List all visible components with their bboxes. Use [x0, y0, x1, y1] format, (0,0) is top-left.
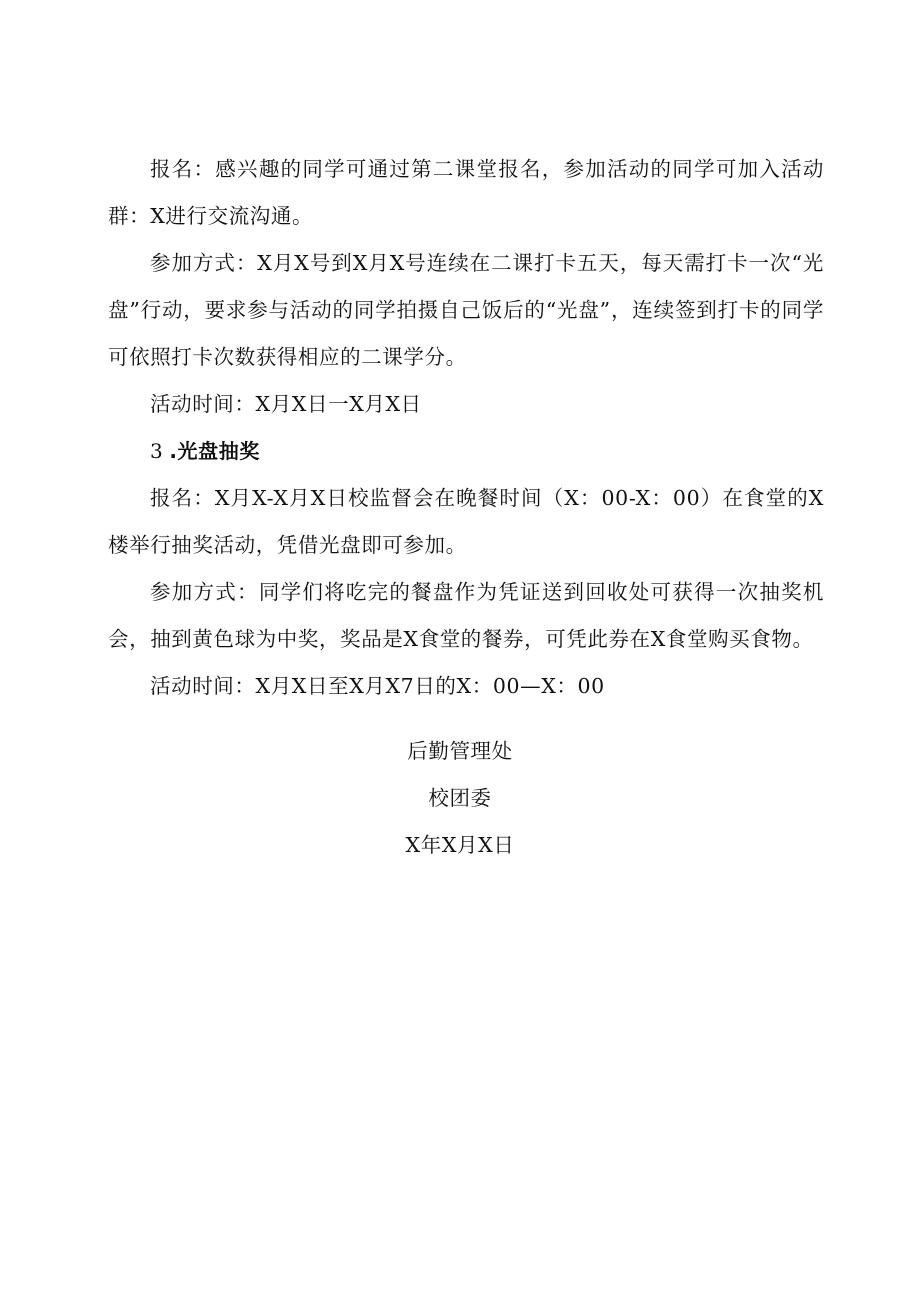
participation-paragraph-1: 参加方式：X月X号到X月X号连续在二课打卡五天，每天需打卡一次“光盘”行动，要求参与活动的同学拍摄自己饭后的“光盘”，连续签到打卡的同学可依照打卡次数获得相应的二课学分。 [108, 251, 824, 369]
signature-date: X年X月X日 [405, 833, 515, 857]
section-heading-lottery [108, 428, 824, 475]
signature-committee: 校团委 [428, 786, 492, 810]
activity-time-paragraph-2: 活动时间：X月X日至X月X7日的X：00—X：00 [150, 674, 605, 698]
section-number: 3 [150, 439, 164, 463]
section-title: .光盘抽奖 [169, 439, 260, 463]
document-body [108, 146, 824, 710]
registration-paragraph-1: 报名：感兴趣的同学可通过第二课堂报名，参加活动的同学可加入活动群：X进行交流沟通。 [108, 157, 824, 228]
registration-paragraph-2: 报名：X月X-X月X日校监督会在晚餐时间（X：00-X：00）在食堂的X楼举行抽奖活动，凭借光盘即可参加。 [108, 486, 824, 557]
participation-paragraph-2: 参加方式：同学们将吃完的餐盘作为凭证送到回收处可获得一次抽奖机会，抽到黄色球为中奖，奖品是X食堂的餐券，可凭此券在X食堂购买食物。 [108, 580, 824, 651]
signature-department: 后勤管理处 [407, 739, 513, 763]
activity-time-paragraph-1: 活动时间：X月X日一X月X日 [150, 392, 422, 416]
